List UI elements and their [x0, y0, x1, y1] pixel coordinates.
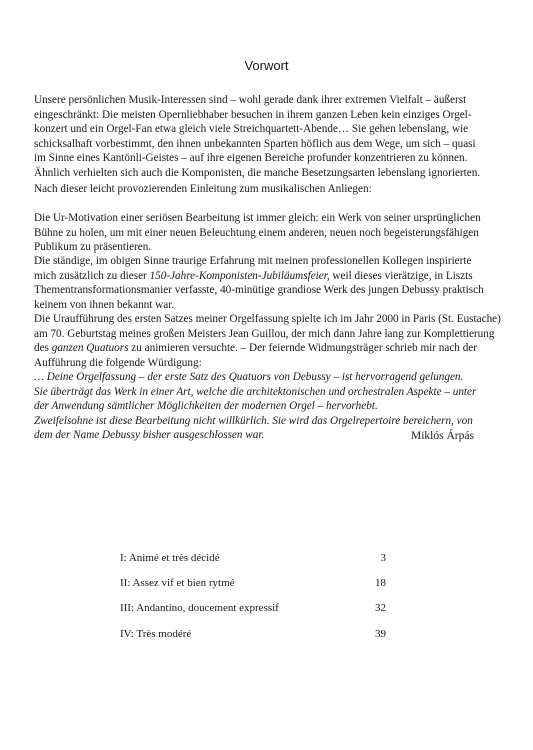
text-line: Aufführung die folgende Würdigung: [34, 356, 202, 369]
quote-line: Sie überträgt das Werk in einer Art, welche die architektonischen und orchestralen Aspekte – unter [34, 385, 477, 398]
text-line: Die Uraufführung des ersten Satzes meiner Orgelfassung spielte ich im Jahr 2000 in Paris (St. Eustache) [34, 313, 501, 325]
text-line: keinem von ihnen bekannt war. [34, 298, 175, 311]
toc-page-number: 18 [375, 577, 386, 589]
text-line [34, 341, 502, 356]
text-line: schicksalhaft vorbestimmt, den ihnen unbekannten Sparten höflich aus dem Wege, um sich – quasi [34, 137, 476, 150]
text-line: am 70. Geburtstag meines großen Meisters Jean Guillou, der mich dann Jahre lang zur Komplettierung [34, 327, 495, 340]
page-title: Vorwort [244, 58, 289, 73]
text-span: des [34, 342, 52, 354]
paragraph-premiere [34, 312, 502, 370]
text-line: Ähnlich verhielten sich auch die Komponisten, die manche Besetzungsarten lebenslang ignorierten. [34, 166, 481, 179]
quote-line: … Deine Orgelfassung – der erste Satz des Quatuors von Debussy – ist hervorragend gelungen. [34, 371, 464, 383]
emphasis-text: ganzen Quatuors [51, 342, 129, 354]
quote-line: der Anwendung sämtlicher Möglichkeiten der modernen Orgel – hervorhebt. [34, 400, 378, 412]
toc-label: IV: Très modéré [120, 628, 192, 640]
toc-page-number: 39 [375, 628, 386, 640]
text-line: konzert und ein Orgel-Fan etwa gleich viele Streichquartett-Abende… Sie gehen lebenslang, wie [34, 123, 469, 135]
toc-entry [120, 577, 386, 589]
text-line: Bühne zu holen, um mit einer neuen Beleuchtung einem anderen, neuen noch begeisterungsfähigen [34, 226, 479, 239]
text-line: Die ständige, im obigen Sinne traurige Erfahrung mit meinen professionellen Kollegen inspirierte [34, 255, 472, 267]
text-line: im Sinne eines Kantönli-Geistes – auf ihre eigenen Bereiche profunder konzentrieren zu können. [34, 152, 468, 164]
paragraph-intro [34, 93, 502, 180]
text-span: weil dieses vierätzige, in Liszts [329, 269, 473, 282]
text-span: zu animieren versuchte. – Der feiernde Widmungsträger schrieb mir nach der [128, 342, 477, 354]
toc-page-number: 3 [380, 552, 386, 564]
text-line: eingeschränkt: Die meisten Opernliebhaber besuchen in ihrem ganzen Leben kein einziges Orgel- [34, 108, 472, 121]
text-line: Die Ur-Motivation einer seriösen Bearbeitung ist immer gleich: ein Werk von seiner ursprünglichen [34, 212, 481, 224]
toc-label: III: Andantino, doucement expressif [120, 602, 279, 614]
paragraph-experience [34, 254, 502, 312]
toc-entry [120, 628, 386, 640]
toc-entry [120, 602, 386, 614]
text-line: Nach dieser leicht provozierenden Einleitung zum musikalischen Anliegen: [34, 183, 372, 195]
text-line [34, 269, 502, 284]
quote-line: dem der Name Debussy bisher ausgeschlossen war. [34, 429, 265, 441]
text-span: mich zusätzlich zu dieser [34, 269, 150, 282]
paragraph-transition [34, 182, 502, 197]
signature: Miklós Árpás [411, 430, 474, 442]
text-line: Thementransformationsmanier verfasste, 40-minütige grandiose Werk des jungen Debussy praktisch [34, 284, 484, 296]
text-line: Unsere persönlichen Musik-Interessen sind – wohl gerade dank ihrer extremen Vielfalt – äußerst [34, 94, 467, 106]
toc-entry [120, 552, 386, 564]
quote-line: Zweifelsohne ist diese Bearbeitung nicht willkürlich. Sie wird das Orgelrepertoire bereichern, von [34, 414, 473, 427]
paragraph-motivation [34, 211, 502, 255]
text-line: Publikum zu präsentieren. [34, 241, 152, 253]
toc-label: II: Assez vif et bien rytmé [120, 577, 235, 589]
toc-label: I: Animé et très décidé [120, 552, 220, 564]
emphasis-text: 150-Jahre-Komponisten-Jubiläumsfeier, [149, 269, 330, 282]
toc-page-number: 32 [375, 602, 386, 614]
